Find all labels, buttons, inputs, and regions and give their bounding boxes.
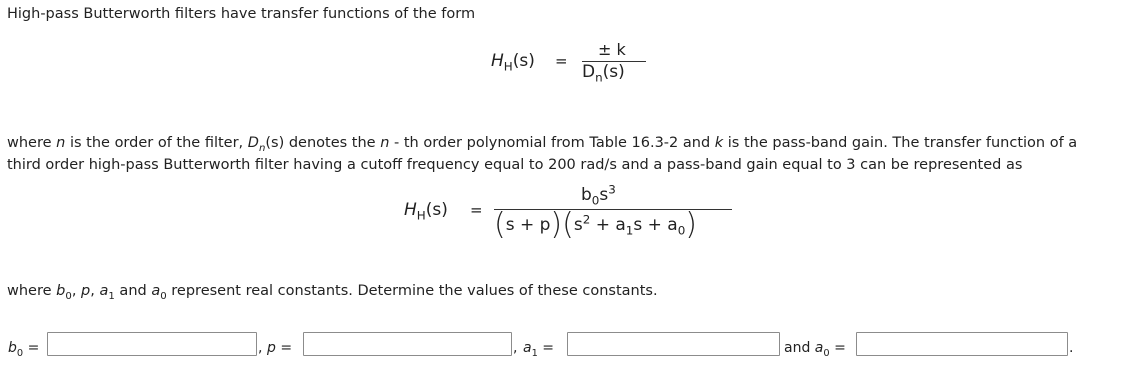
eq1-D: D <box>582 62 596 82</box>
b0-label <box>8 340 40 359</box>
eq1-numerator: ± k <box>598 40 626 59</box>
a0-label <box>784 340 846 359</box>
para-text: (s) denotes the <box>265 135 381 151</box>
para-k: k <box>714 135 724 151</box>
eq1-equals: = <box>555 52 568 70</box>
b0-sub: 0 <box>16 347 24 359</box>
a1-sub: 1 <box>531 347 538 359</box>
eq2-s: s <box>573 215 583 235</box>
eq2-arg: (s) <box>425 200 448 220</box>
prompt-text: represent real constants. Determine the values of these constants. <box>166 283 658 299</box>
prompt-text: , <box>71 283 82 299</box>
eq2-numerator <box>581 182 616 208</box>
para-n: n <box>56 135 66 151</box>
para-D: D <box>247 135 259 151</box>
p-label <box>267 340 292 356</box>
a0-equals: = <box>829 340 846 356</box>
eq2-exp: 2 <box>582 212 591 227</box>
prompt-text: and <box>114 283 152 299</box>
paragraph-line-1 <box>7 135 1078 154</box>
a1-equals: = <box>537 340 555 356</box>
eq2-a0-sub: 0 <box>677 223 686 238</box>
eq2-paren: ) <box>685 207 697 242</box>
eq1-H: H <box>491 51 504 71</box>
eq2-exp: 3 <box>608 182 616 197</box>
eq1-lhs <box>491 51 535 74</box>
p-input[interactable] <box>303 332 512 356</box>
para-text: - th order polynomial from Table 16.3-2 and <box>389 135 715 151</box>
eq2-b: b <box>581 185 592 205</box>
a1-label <box>523 340 555 359</box>
and-text: and <box>784 340 815 356</box>
eq2-equals: = <box>470 201 483 219</box>
para-n: n <box>380 135 390 151</box>
eq2-paren: ( <box>494 207 506 242</box>
eq2-term: + a <box>590 215 626 235</box>
eq2-s: s <box>599 185 609 205</box>
prompt-b: b <box>56 283 66 299</box>
a0-letter: a <box>814 340 824 356</box>
eq2-lhs <box>404 200 448 223</box>
para-text: where <box>7 135 57 151</box>
para-text: is the order of the filter, <box>65 135 248 151</box>
p-equals: = <box>275 340 293 356</box>
eq1-H-sub: H <box>503 59 513 74</box>
a1-input[interactable] <box>567 332 780 356</box>
constants-prompt <box>7 283 658 302</box>
a1-letter: a <box>523 340 532 356</box>
prompt-a1: a <box>99 283 109 299</box>
eq2-paren: ( <box>562 207 574 242</box>
eq2-H-sub: H <box>416 208 426 223</box>
a0-input[interactable] <box>856 332 1068 356</box>
para-D-sub: n <box>258 142 266 154</box>
prompt-a0: a <box>151 283 161 299</box>
eq2-paren: ) <box>550 207 563 242</box>
eq1-denominator <box>582 62 625 85</box>
b0-letter: b <box>8 340 17 356</box>
prompt-p: p <box>81 283 91 299</box>
intro-text: High-pass Butterworth filters have transfer functions of the form <box>7 6 476 22</box>
b0-input[interactable] <box>47 332 257 356</box>
prompt-text: where <box>7 283 57 299</box>
prompt-b-sub: 0 <box>65 290 72 302</box>
prompt-text: , <box>90 283 100 299</box>
eq1-D-sub: n <box>595 70 603 85</box>
b0-equals: = <box>23 340 40 356</box>
a0-sub: 0 <box>823 347 830 359</box>
end-period: . <box>1069 340 1074 356</box>
eq2-a1-sub: 1 <box>625 223 634 238</box>
eq2-b-sub: 0 <box>591 193 600 208</box>
paragraph-line-2: third order high-pass Butterworth filter having a cutoff frequency equal to 200 rad/s and a pass-band gain equal to 3 can be represented as <box>7 157 1023 173</box>
eq1-D-arg: (s) <box>602 62 625 82</box>
prompt-a1-sub: 1 <box>108 290 115 302</box>
prompt-a0-sub: 0 <box>160 290 167 302</box>
p-letter: p <box>267 340 276 356</box>
eq2-term: s + a <box>633 215 678 235</box>
eq2-H: H <box>404 200 417 220</box>
sep-2: , <box>513 340 518 356</box>
para-text: is the pass-band gain. The transfer function of a <box>723 135 1078 151</box>
eq2-denominator <box>494 207 697 242</box>
eq1-arg: (s) <box>512 51 535 71</box>
sep-1: , <box>258 340 263 356</box>
eq2-factor-1: s + p <box>505 215 551 235</box>
